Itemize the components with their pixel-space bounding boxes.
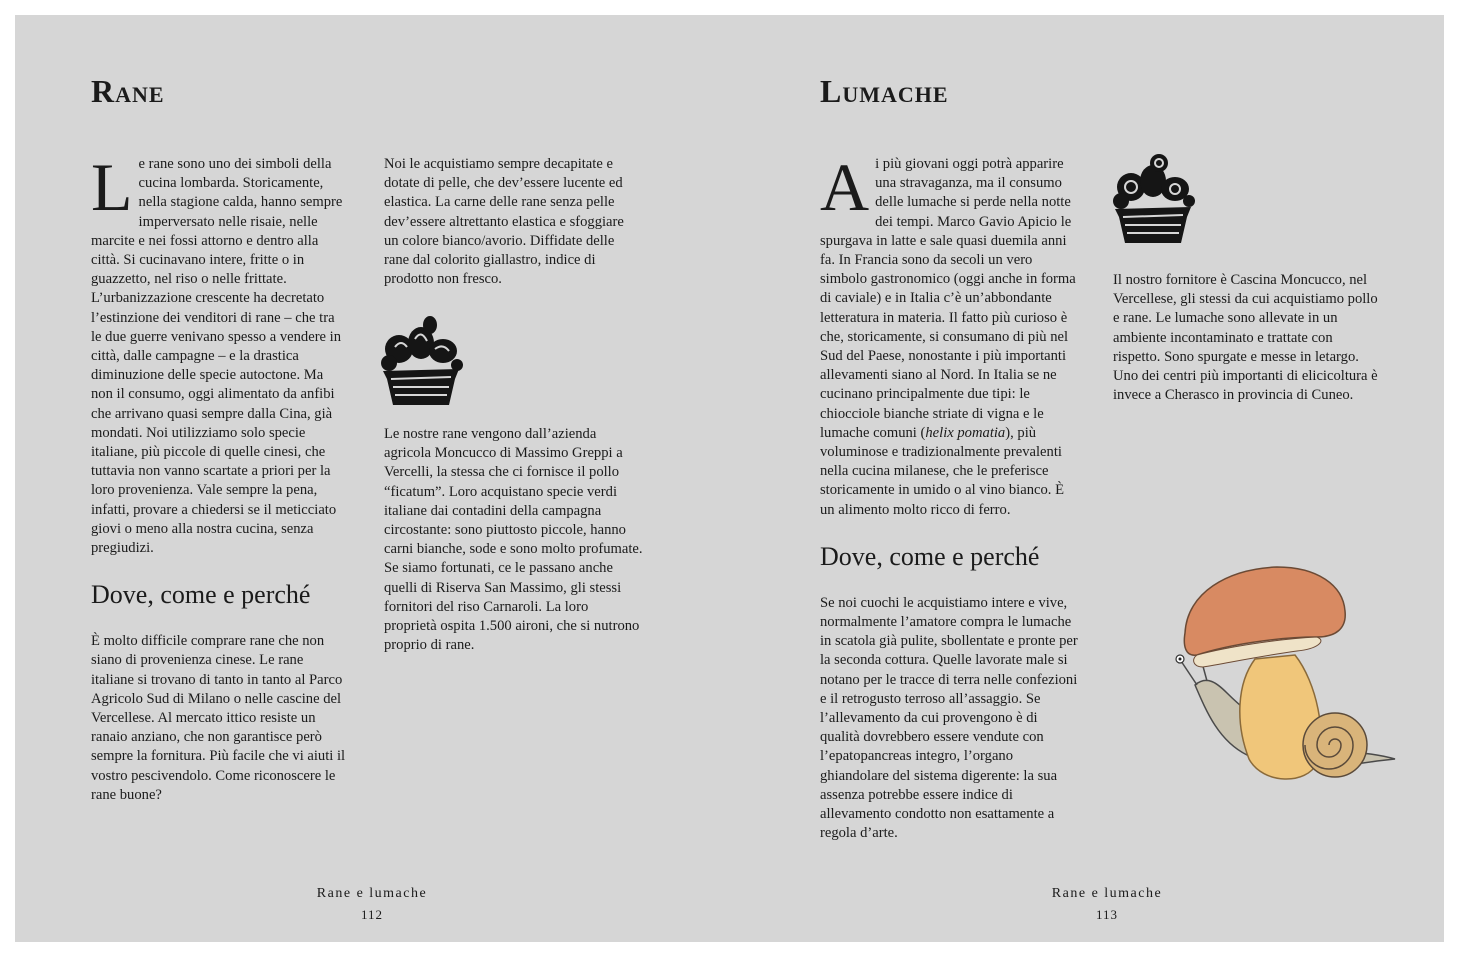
running-title: Rane e lumache	[1051, 886, 1163, 901]
right-column-2	[1113, 271, 1379, 405]
where-paragraph: Se noi cuochi le acquistiamo intere e vive, normalmente l’amatore compra le lumache in scatola già pulite, sbollentate e pronte per la seconda cottura. Quelle lavorate male si notano per le tracce di terra nelle confezioni e il retrogusto terroso all’assaggio. Se l’allevamento da cui provengono è di qualità dovrebbero essere vendute con l’epatopancreas integro, l’organo ghiandolare del sistema digerente: la sua assenza potrebbe essere indice di allevamento condotto non esattamente a regola d’arte.	[820, 594, 1078, 842]
intro-paragraph	[820, 149, 1078, 520]
purchase-paragraph: Noi le acquistiamo sempre decapitate e dotate di pelle, che dev’essere lucente ed elastica. La carne delle rane senza pelle dev’essere altrettanto elastica e sfoggiare un colore bianco/avorio. Diffidate delle rane dal colorito giallastro, indice di prodotto non fresco.	[384, 156, 624, 288]
drop-cap: A	[820, 149, 870, 225]
subhead-dove-come-perche: Dove, come e perché	[91, 580, 311, 610]
right-page	[729, 15, 1444, 942]
left-column-2	[384, 155, 638, 289]
page-title-lumache: Lumache	[820, 73, 949, 109]
intro-text-part1: i più giovani oggi potrà apparire una stravaganza, ma il consumo delle lumache si perde nella notte dei tempi. Marco Gavio Apicio le spurgava in latte e sale quasi duemila anni fa. In Francia sono da secoli un vero simbolo gastronomico (oggi anche in forma di caviale) e in Italia c’è un’abbondante letteratura in materia. Il fatto più curioso è che, storicamente, si consumano di più nel Sud del Paese, nonostante i più importanti allevamenti siano al Nord. In Italia se ne cucinano principalmente due tipi: le chiocciole bianche striate di vigna e le lumache comuni (	[820, 156, 1076, 441]
intro-text: e rane sono uno dei simboli della cucina lombarda. Storicamente, nella stagione calda, hanno sempre imperversato nelle risaie, nelle marcite e nei fossi attorno e dentro alla città. Si cucinavano intere, fritte o in guazzetto, nel riso o nelle frittate. L’urbanizzazione crescente ha decretato l’estinzione dei venditori di rane – che tra le due guerre venivano spesso a vendere in città, dalle campagne – e la drastica diminuzione delle specie autoctone. Ma non il consumo, oggi alimentato da anfibi che arrivano quasi sempre dalla Cina, già mondati. Noi utilizziamo solo specie italiane, più piccole di quelle cinesi, che tuttavia non vanno scartate a priori per la loro provenienza. Vale sempre la pena, infatti, provare a chiedersi se il meticciato giovi o meno alla nostra cucina, senza pregiudizi.	[91, 156, 343, 557]
intro-text-part2: ), più voluminose e tradizionalmente prevalenti nella cucina milanese, che le preferisce storicamente in umido o al vino bianco. È un alimento molto ricco di ferro.	[820, 424, 1064, 518]
frog-basket-icon	[375, 313, 467, 409]
snail-basket-icon	[1107, 151, 1199, 247]
left-column-1	[91, 149, 347, 805]
left-footer	[272, 886, 472, 923]
right-column-1	[820, 149, 1078, 844]
left-column-2b	[384, 425, 644, 655]
running-title: Rane e lumache	[316, 886, 428, 901]
mushroom-snail-illustration	[1167, 563, 1407, 795]
left-page	[15, 15, 729, 942]
page-number: 112	[360, 907, 384, 922]
page-title-rane: Rane	[91, 73, 165, 109]
italic-species-name: helix pomatia	[925, 424, 1006, 441]
supplier-paragraph: Il nostro fornitore è Cascina Moncucco, nel Vercellese, gli stessi da cui acquistiamo pollo e rane. Le lumache sono allevate in un ambiente incontaminato e trattate con rispetto. Sono spurgate e messe in letargo. Uno dei centri più importanti di elicicoltura è invece a Cherasco in provincia di Cuneo.	[1113, 272, 1378, 404]
supplier-paragraph: Le nostre rane vengono dall’azienda agricola Moncucco di Massimo Greppi a Vercelli, la stessa che ci fornisce il pollo “ficatum”. Loro acquistano specie verdi italiane dai contadini della campagna circostante: sono piuttosto piccole, hanno carni bianche, sode e sono molto profumate. Se siamo fortunati, ce le passano anche quelli di Riserva San Massimo, gli stessi fornitori del riso Carnaroli. La loro proprietà ospita 1.500 aironi, che si nutrono proprio di rane.	[384, 426, 643, 654]
intro-paragraph	[91, 149, 347, 558]
subhead-dove-come-perche: Dove, come e perché	[820, 541, 1040, 571]
book-spread	[15, 15, 1444, 942]
page-number: 113	[1095, 907, 1119, 922]
where-paragraph: È molto difficile comprare rane che non siano di provenienza cinese. Le rane italiane si trovano di tanto in tanto al Parco Agricolo Sud di Milano o nelle cascine del Vercellese. Al mercato ittico resiste un ranaio anziano, che non garantisce però sempre la fornitura. Più facile che vi aiuti il vostro pescivendolo. Come riconoscere le rane buone?	[91, 633, 346, 803]
drop-cap: L	[91, 149, 133, 225]
right-footer	[1007, 886, 1207, 923]
